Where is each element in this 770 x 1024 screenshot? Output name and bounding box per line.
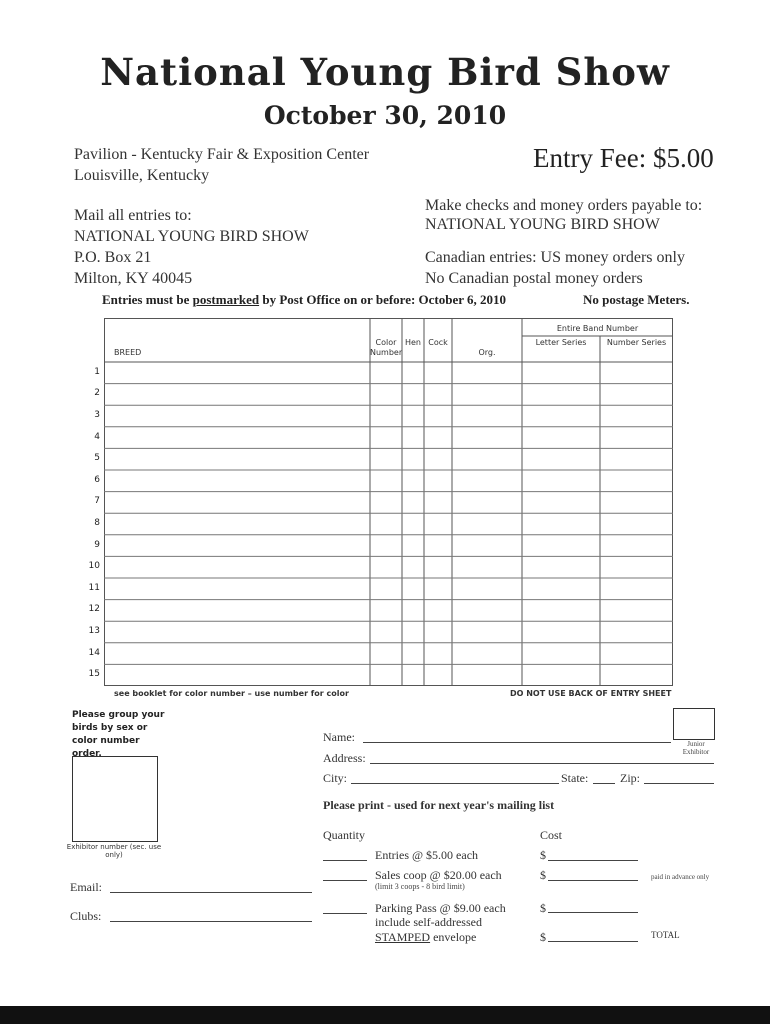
cost-header: Cost (540, 828, 563, 842)
row-number: 7 (94, 496, 100, 507)
parking-label-1: Parking Pass @ $9.00 each (375, 901, 506, 915)
coop-dollar: $ (540, 868, 546, 882)
total-cost-field[interactable] (548, 941, 638, 942)
col-letter-series: Letter Series (535, 338, 587, 347)
clubs-field[interactable] (110, 921, 312, 922)
state-label: State: (561, 771, 589, 785)
mail-label: Mail all entries to: (74, 207, 192, 224)
entry-table-lines (104, 318, 673, 686)
coop-cost-field[interactable] (548, 880, 638, 881)
city-label: City: (323, 771, 348, 785)
state-field[interactable] (593, 783, 615, 784)
entries-quantity-field[interactable] (323, 860, 367, 861)
name-field[interactable] (363, 742, 671, 743)
parking-label-2: include self-addressed (375, 915, 482, 929)
row-number: 15 (88, 669, 100, 680)
row-number: 13 (88, 626, 100, 636)
row-number: 8 (94, 518, 100, 528)
paid-advance-note: paid in advance only (651, 873, 710, 881)
address-label: Address: (323, 751, 366, 765)
col-number-series: Number Series (606, 338, 667, 347)
group-note: Please group your birds by sex or color number order. (72, 710, 165, 759)
row-number: 5 (94, 453, 100, 464)
table-footer-right: DO NOT USE BACK OF ENTRY SHEET (510, 689, 672, 698)
postmark-note-before: Entries must be (102, 292, 193, 307)
junior-exhibitor-label: Junior Exhibitor (682, 740, 710, 756)
canadian-line-2: No Canadian postal money orders (425, 270, 643, 287)
junior-exhibitor-checkbox[interactable] (673, 708, 715, 740)
page-title: National Young Bird Show (100, 50, 670, 94)
email-field[interactable] (110, 892, 312, 893)
name-label: Name: (323, 730, 355, 744)
mail-name: NATIONAL YOUNG BIRD SHOW (74, 228, 309, 245)
col-color-number: Color Number (370, 338, 403, 357)
row-number: 4 (94, 431, 100, 442)
zip-label: Zip: (620, 771, 640, 785)
entries-cost-field[interactable] (548, 860, 638, 861)
row-number: 11 (88, 582, 100, 593)
mail-city: Milton, KY 40045 (74, 270, 193, 287)
entry-table (104, 318, 673, 686)
parking-dollar: $ (540, 901, 546, 915)
parking-stamped: STAMPED (375, 930, 431, 944)
venue-line-2: Louisville, Kentucky (74, 167, 210, 184)
row-number: 12 (88, 604, 100, 615)
coop-quantity-field[interactable] (323, 880, 367, 881)
mail-box: P.O. Box 21 (74, 249, 152, 266)
entry-fee: Entry Fee: $5.00 (533, 143, 714, 173)
city-field[interactable] (351, 783, 559, 784)
entries-dollar: $ (540, 848, 546, 862)
postmark-note (102, 292, 506, 308)
clubs-label: Clubs: (70, 909, 102, 923)
parking-envelope: envelope (430, 930, 477, 944)
postmark-note-underlined: postmarked (192, 292, 260, 307)
payable-line-2: NATIONAL YOUNG BIRD SHOW (425, 216, 660, 233)
exhibitor-number-box[interactable] (72, 756, 158, 842)
zip-field[interactable] (644, 783, 714, 784)
parking-label-3 (375, 930, 476, 945)
entries-label: Entries @ $5.00 each (375, 848, 479, 862)
postmark-note-after: by Post Office on or before: October 6, 2010 (259, 292, 507, 307)
row-number: 1 (94, 366, 100, 377)
payable-line-1: Make checks and money orders payable to: (425, 197, 703, 214)
row-number: 10 (88, 561, 100, 572)
row-number: 14 (88, 647, 100, 658)
col-breed: BREED (114, 348, 142, 357)
col-band-group: Entire Band Number (556, 324, 639, 333)
print-note: Please print - used for next year's mailing list (323, 798, 555, 812)
row-number: 2 (94, 388, 100, 399)
total-label: TOTAL (651, 930, 680, 940)
col-org: Org. (478, 348, 496, 357)
total-dollar: $ (540, 930, 546, 944)
no-meters-note: No postage Meters. (583, 292, 690, 307)
venue-line-1: Pavilion - Kentucky Fair & Exposition Center (74, 146, 370, 163)
row-number: 6 (94, 474, 100, 485)
email-label: Email: (70, 880, 102, 894)
bottom-scan-bar (0, 1006, 770, 1024)
col-hen: Hen (404, 338, 421, 347)
exhibitor-number-label: Exhibitor number (sec. use only) (66, 843, 162, 859)
parking-cost-field[interactable] (548, 912, 638, 913)
parking-quantity-field[interactable] (323, 913, 367, 914)
show-date: October 30, 2010 (263, 101, 507, 130)
table-footer-left: see booklet for color number – use number for color (114, 689, 349, 698)
coop-limit: (limit 3 coops - 8 bird limit) (375, 882, 465, 891)
row-number: 3 (94, 410, 100, 420)
col-cock: Cock (428, 338, 448, 347)
coop-label: Sales coop @ $20.00 each (375, 868, 502, 882)
canadian-line-1: Canadian entries: US money orders only (425, 249, 685, 266)
quantity-header: Quantity (323, 828, 365, 842)
address-field[interactable] (370, 763, 714, 764)
row-number: 9 (94, 539, 100, 550)
